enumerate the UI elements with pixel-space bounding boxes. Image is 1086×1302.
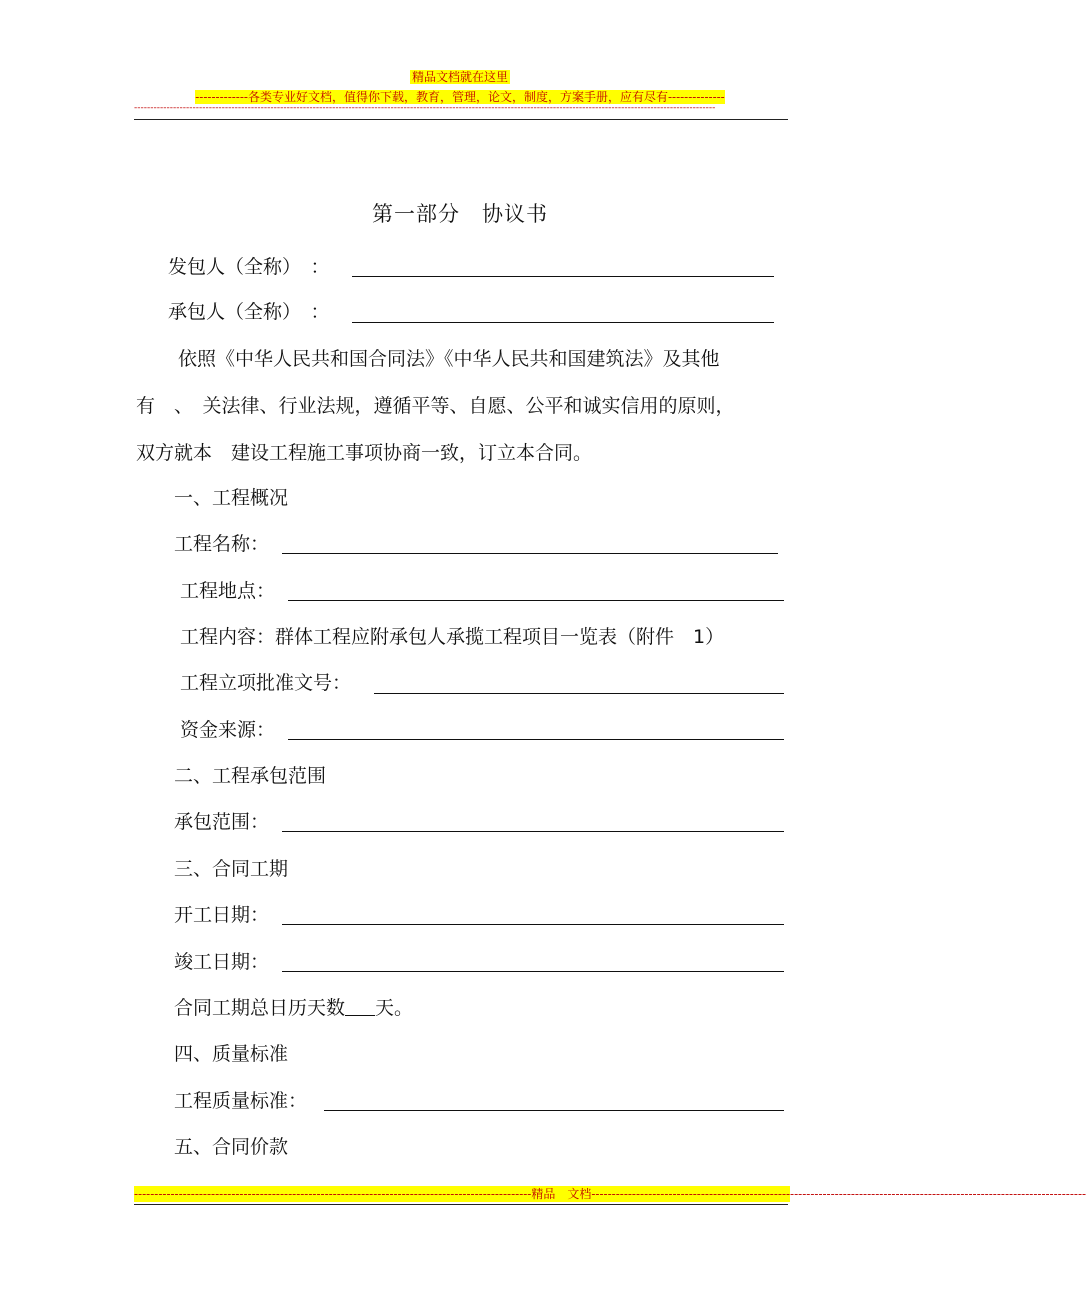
project-content-label: 工程内容： <box>180 626 276 648</box>
section-5-heading: 五、合同价款 <box>174 1136 289 1158</box>
completion-date-blank <box>282 971 784 972</box>
quality-label: 工程质量标准： <box>174 1090 308 1112</box>
employer-blank <box>352 276 774 277</box>
total-days-prefix: 合同工期总日历天数 <box>174 997 346 1019</box>
start-date-blank <box>282 924 784 925</box>
header-divider <box>134 119 788 120</box>
footer-dash-left: -------------------------------------------------------------------------------------------------- <box>134 1187 532 1201</box>
project-location-label: 工程地点： <box>180 580 276 602</box>
project-content-value: 群体工程应附承包人承揽工程项目一览表（附件 1） <box>275 626 725 648</box>
section-4-heading: 四、质量标准 <box>174 1043 289 1065</box>
fund-source-label: 资金来源： <box>180 719 276 741</box>
header-dash-rule: ----------------------------------------------------------------------------------------------------------------------------------------------------------------------------------- <box>134 103 716 113</box>
footer-banner <box>134 1186 1086 1202</box>
intro-line-2: 有 、 关法律、行业法规，遵循平等、自愿、公平和诚实信用的原则， <box>136 395 735 417</box>
completion-date-label: 竣工日期： <box>174 951 270 973</box>
scope-blank <box>282 831 784 832</box>
section-2-heading: 二、工程承包范围 <box>174 765 327 787</box>
project-content-row <box>180 625 724 649</box>
project-name-label: 工程名称： <box>174 533 270 555</box>
approval-no-blank <box>374 693 784 694</box>
contractor-label: 承包人（全称） ： <box>168 301 330 323</box>
header-title-row <box>0 66 920 85</box>
footer-divider <box>134 1204 788 1205</box>
contractor-blank <box>352 322 774 323</box>
footer-label: 精品 文档 <box>531 1187 592 1201</box>
total-days-row <box>174 996 413 1020</box>
scope-label: 承包范围： <box>174 811 270 833</box>
section-3-heading: 三、合同工期 <box>174 858 289 880</box>
project-location-blank <box>288 600 784 601</box>
quality-blank <box>324 1110 784 1111</box>
intro-line-1: 依照《中华人民共和国合同法》《中华人民共和国建筑法》及其他 <box>178 348 720 370</box>
employer-label: 发包人（全称） ： <box>168 256 330 278</box>
project-name-blank <box>282 553 778 554</box>
start-date-label: 开工日期： <box>174 904 270 926</box>
approval-no-label: 工程立项批准文号： <box>180 672 352 694</box>
header-tagline: -------------各类专业好文档，值得你下载，教育，管理，论文，制度，方案手册，应有尽有-------------- <box>195 90 725 104</box>
document-title: 第一部分 协议书 <box>372 202 548 226</box>
fund-source-blank <box>288 739 784 740</box>
total-days-blank <box>345 997 375 1016</box>
header-title: 精品文档就在这里 <box>411 70 508 84</box>
total-days-suffix: 天。 <box>375 997 414 1019</box>
footer-dash-right: -------------------------------------------------------------------------------------------------------------------------- <box>591 1187 1086 1201</box>
section-1-heading: 一、工程概况 <box>174 487 289 509</box>
intro-line-3: 双方就本 建设工程施工事项协商一致，订立本合同。 <box>136 442 593 464</box>
